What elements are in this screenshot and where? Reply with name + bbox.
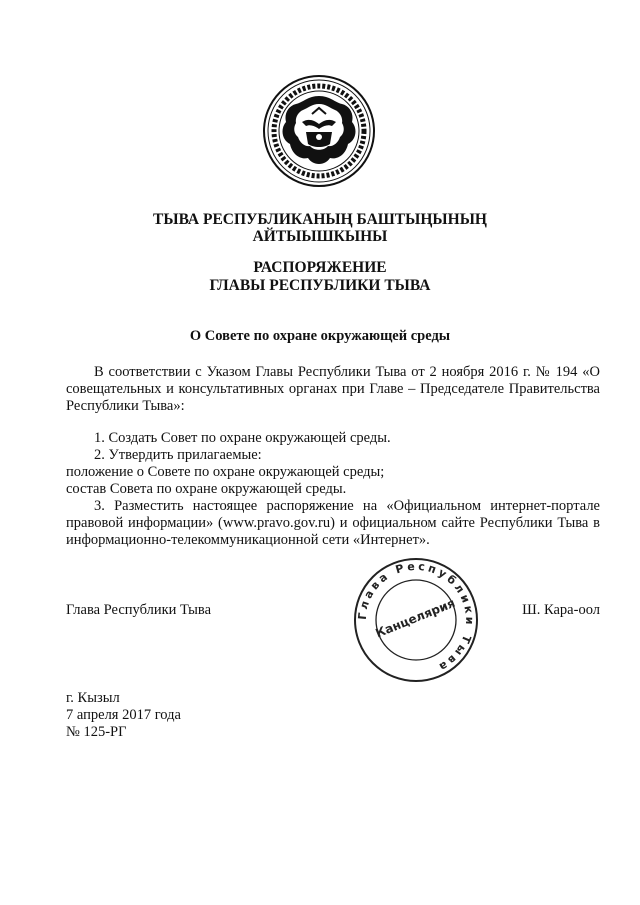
header-head-of-republic: ГЛАВЫ РЕСПУБЛИКИ ТЫВА <box>209 277 431 294</box>
document-footer <box>66 690 181 741</box>
footer-number: № 125-РГ <box>66 724 127 740</box>
item-2-sub-2: состав Совета по охране окружающей среды. <box>66 481 347 497</box>
item-1: 1. Создать Совет по охране окружающей среды. <box>94 430 391 446</box>
footer-date: 7 апреля 2017 года <box>66 707 181 723</box>
signature-position: Глава Республики Тыва <box>66 602 212 618</box>
item-2-sub-1: положение о Совете по охране окружающей среды; <box>66 464 385 480</box>
header-order-tuvan: АЙТЫЫШКЫНЫ <box>252 228 388 245</box>
resolution-items <box>66 430 600 549</box>
header-republic-line: ТЫВА РЕСПУБЛИКАНЫҢ БАШТЫҢЫНЫҢ <box>153 211 487 228</box>
official-stamp <box>352 556 480 684</box>
document-subject: О Совете по охране окружающей среды <box>189 328 451 344</box>
signature-name: Ш. Кара-оол <box>522 602 600 618</box>
footer-city: г. Кызыл <box>66 690 120 706</box>
stamp-ring-text: Глава Республики Тыва <box>355 559 477 675</box>
coat-of-arms-emblem <box>262 74 376 188</box>
item-2: 2. Утвердить прилагаемые: <box>94 447 262 463</box>
item-3: 3. Разместить настоящее распоряжение на «Официальном интернет-портале правовой информации» (www.pravo.gov.ru) и официальном сайте Республики Тыва в информационно-телекоммуникационной сети «Интернет». <box>66 498 600 548</box>
stamp-center-text: Канцелярия <box>373 595 458 641</box>
preamble-text: В соответствии с Указом Главы Республики Тыва от 2 ноября 2016 г. № 194 «О совещательных и консультативных органах при Главе – Председателе Правительства Республики Тыва»: <box>66 364 600 414</box>
header-order-russian: РАСПОРЯЖЕНИЕ <box>253 259 387 276</box>
preamble-paragraph <box>66 364 600 415</box>
